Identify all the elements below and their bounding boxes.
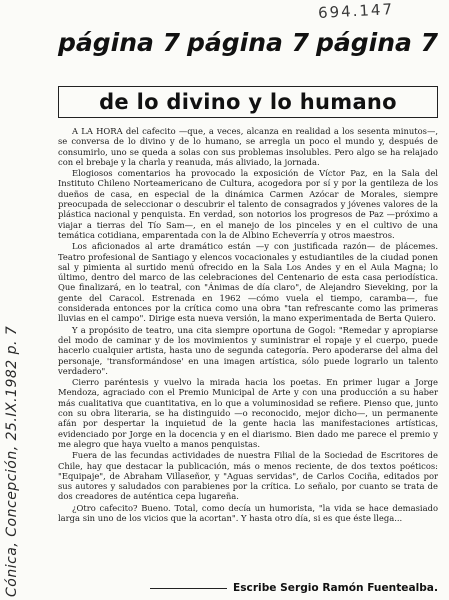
article-paragraph-6: Fuera de las fecundas actividades de nuestra Filial de la Sociedad de Escritores de Chile, hay que destacar la publicación, más o menos reciente, de dos textos poéticos: "Equipaje", de Abraham Villaseñor, y "Aguas servidas", de Carlos Cociña, editados por sus autores y saludados con parabienes por la crítica. Lo señalo, por cuanto se trata de dos creadores de auténtica cepa lugareña. [58,450,438,502]
article-body [58,126,438,524]
byline: Escribe Sergio Ramón Fuentealba. [233,582,438,594]
masthead-page-label-2: página 7 [187,28,309,57]
article-paragraph-1: A LA HORA del cafecito —que, a veces, alcanza en realidad a los sesenta minutos—, se conversa de lo divino y de lo humano, se arregla un poco el mundo y, después de consumirlo, uno se queda a solas con sus problemas insolubles. Pero algo se ha relajado con el brebaje y la charla y reanuda, más aliviado, la jornada. [58,126,438,167]
handwritten-reference: 694.147 [317,0,395,22]
section-header-box [58,86,438,118]
masthead-page-label-3: página 7 [316,28,438,57]
article-paragraph-7: ¿Otro cafecito? Bueno. Total, como decía un humorista, "la vida se hace demasiado larga sin uno de los vicios que la acortan". Y hasta otro día, si es que éste llega... [58,502,438,523]
article-paragraph-2: Elogiosos comentarios ha provocado la exposición de Víctor Paz, en la Sala del Instituto Chileno Norteamericano de Cultura, acogedora por sí y por la gentileza de los dueños de casa, en especial de la dinámica Carmen Azócar de Morales, siempre preocupada de seleccionar o descubrir el talento de consagrados y jóvenes valores de la plástica nacional y penquista. En verdad, son notorios los progresos de Paz —próximo a viajar a tierras del Tío Sam—, en el manejo de los pinceles y en el cultivo de una temática cotidiana, emparentada con la de Albino Echeverría y otros maestros. [58,168,438,240]
masthead-page-label-1: página 7 [58,28,180,57]
article-paragraph-3: Los aficionados al arte dramático están —y con justificada razón— de plácemes. Teatro profesional de Santiago y elencos vocacionales y estudiantiles de la ciudad ponen sal y pimienta al surtido menú ofrecido en la Sala Los Andes y en el Aula Magna; lo último, dentro del marco de las celebraciones del Centenario de esta casa periodística. Que finalizará, en lo teatral, con "Ánimas de día claro", de Alejandro Sieveking, por la gente del Caracol. Estrenada en 1962 —cómo vuela el tiempo, caramba—, fue considerada entonces por la crítica como una obra "tan refrescante como las primeras lluvias en el campo". Dirige esta nueva versión, la mano experimentada de Berta Quiero. [58,241,438,324]
handwritten-margin-note: Cónica, Concepción, 25.IX.1982 p. 7 [4,325,20,597]
masthead [58,28,438,57]
section-title: de lo divino y lo humano [99,90,397,114]
article-paragraph-5: Cierro paréntesis y vuelvo la mirada hacia los poetas. En primer lugar a Jorge Mendoza, agraciado con el Premio Municipal de Arte y con una producción a su haber más cualitativa que cuantitativa, en lo que a voluminosidad se refiere. Pienso que, junto con su obra literaria, se ha distinguido —o reconocido, mejor dicho—, un permanente afán por despertar la inquietud de la gente hacia las manifestaciones artísticas, evidenciado por Jorge en la docencia y en el diarismo. Bien dado me parece el premio y me alegro que haya vuelto a manos penquistas. [58,377,438,449]
byline-rule [150,588,227,589]
article-paragraph-4: Y a propósito de teatro, una cita siempre oportuna de Gogol: "Remedar y apropiarse del modo de caminar y de los movimientos y suministrar el ropaje y el cuerpo, puede hacerlo cualquier artista, hasta uno de segunda categoría. Pero apoderarse del alma del personaje, 'transformándose' en una imagen artística, sólo puede lograrlo un talento verdadero". [58,324,438,376]
byline-row [150,582,438,594]
